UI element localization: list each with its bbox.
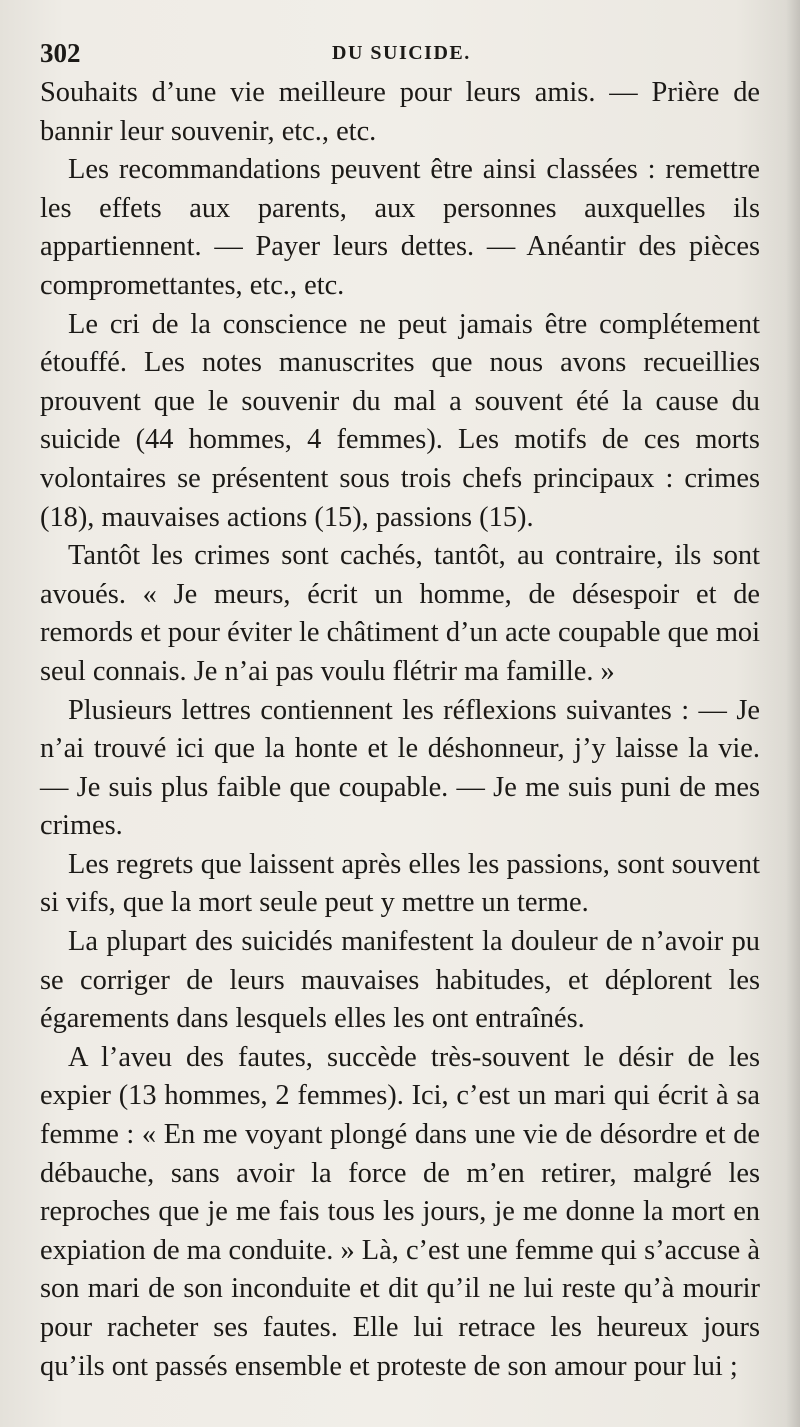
paragraph: Le cri de la conscience ne peut jamais être complétement étouffé. Les notes manuscrites que nous avons recueillies prouvent que le souvenir du mal a souvent été la cause du suicide (44 hommes, 4 femmes). Les motifs de ces morts volontaires se présentent sous trois chefs principaux : crimes (18), mauvaises actions (15), passions (15). bbox=[40, 308, 760, 533]
page-number: 302 bbox=[40, 38, 81, 68]
paragraph: Les regrets que laissent après elles les passions, sont souvent si vifs, que la mort seule peut y mettre un terme. bbox=[40, 848, 760, 919]
page-edge-shadow bbox=[786, 0, 800, 1427]
running-head: DU SUICIDE. bbox=[332, 42, 471, 64]
page-header bbox=[40, 38, 760, 72]
paragraph: Les recommandations peuvent être ainsi classées : remettre les effets aux parents, aux personnes auxquelles ils appartiennent. — Payer leurs dettes. — Anéantir des pièces compromettantes, etc., etc. bbox=[40, 154, 760, 301]
paragraph: Souhaits d’une vie meilleure pour leurs amis. — Prière de bannir leur souvenir, etc., etc. bbox=[40, 77, 760, 147]
body-text bbox=[40, 74, 760, 1386]
paragraph: Tantôt les crimes sont cachés, tantôt, au contraire, ils sont avoués. « Je meurs, écrit un homme, de désespoir et de remords et pour éviter le châtiment d’un acte coupable que moi seul connais. Je n’ai pas voulu flétrir ma famille. » bbox=[40, 540, 760, 687]
paragraph: La plupart des suicidés manifestent la douleur de n’avoir pu se corriger de leurs mauvaises habitudes, et déplorent les égarements dans lesquels elles les ont entraînés. bbox=[40, 926, 760, 1035]
paragraph: Plusieurs lettres contiennent les réflexions suivantes : — Je n’ai trouvé ici que la honte et le déshonneur, j’y laisse la vie. — Je suis plus faible que coupable. — Je me suis puni de mes crimes. bbox=[40, 694, 760, 842]
paragraph: A l’aveu des fautes, succède très-souvent le désir de les expier (13 hommes, 2 femmes). Ici, c’est un mari qui écrit à sa femme : « En me voyant plongé dans une vie de désordre et de débauche, sans avoir la force de m’en retirer, malgré les reproches que je me fais tous les jours, je me donne la mort en expiation de ma conduite. » Là, c’est une femme qui s’accuse à son mari de son inconduite et dit qu’il ne lui reste qu’à mourir pour racheter ses fautes. Elle lui retrace les heureux jours qu’ils ont passés ensemble et proteste de son amour pour lui ; bbox=[40, 1041, 760, 1382]
